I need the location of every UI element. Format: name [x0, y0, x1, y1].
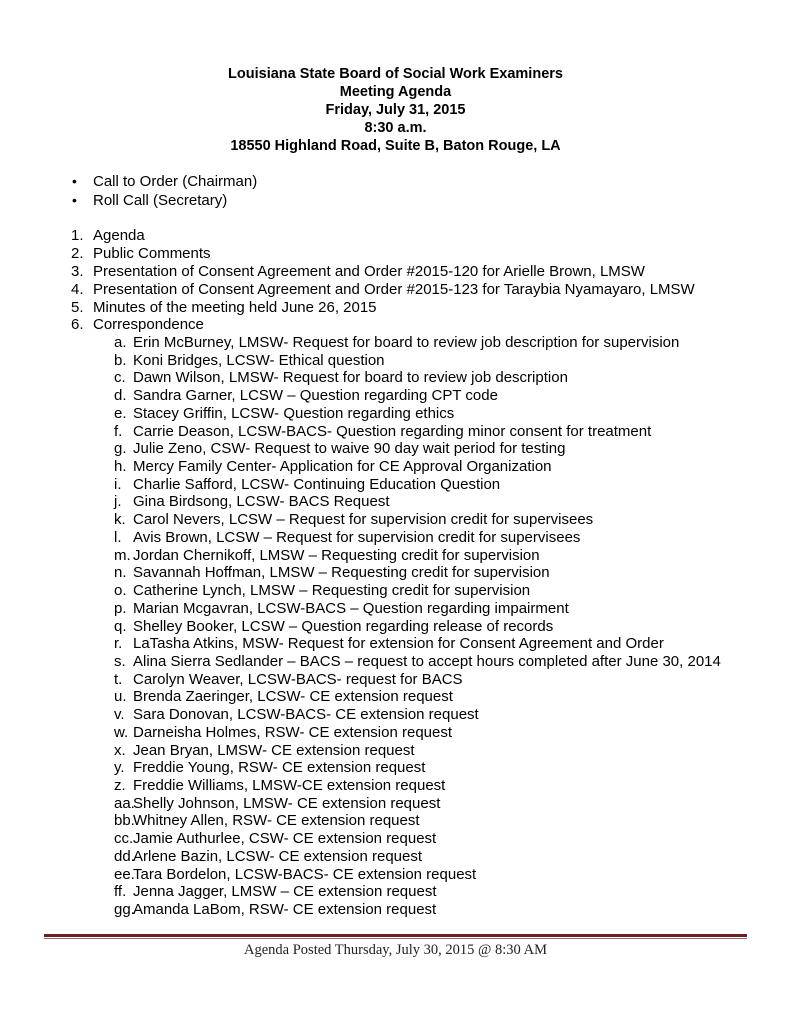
agenda-item-number: 2.: [71, 244, 84, 262]
correspondence-text: Freddie Williams, LMSW-CE extension request: [133, 776, 446, 794]
agenda-item-number: 5.: [71, 298, 84, 316]
correspondence-item: [0, 901, 791, 919]
correspondence-text: Freddie Young, RSW- CE extension request: [133, 759, 426, 777]
correspondence-letter: o.: [114, 582, 127, 600]
correspondence-letter: m.: [114, 546, 131, 564]
meeting-address: 18550 Highland Road, Suite B, Baton Rouge, LA: [230, 138, 561, 154]
correspondence-text: Amanda LaBom, RSW- CE extension request: [133, 901, 437, 918]
correspondence-text: Alina Sierra Sedlander – BACS – request to accept hours completed after June 30, 2014: [133, 652, 721, 670]
correspondence-letter: a.: [114, 334, 127, 351]
bullet-item: [0, 172, 791, 191]
agenda-item-text: Presentation of Consent Agreement and Order #2015-123 for Taraybia Nyamayaro, LMSW: [93, 280, 695, 298]
agenda-item: [0, 245, 791, 263]
footer-rule: [44, 934, 747, 937]
correspondence-text: Whitney Allen, RSW- CE extension request: [133, 812, 420, 830]
correspondence-text: Shelley Booker, LCSW – Question regarding release of records: [133, 617, 554, 635]
correspondence-letter: k.: [114, 511, 126, 529]
correspondence-item: [0, 476, 791, 494]
footer-rule-thin: [44, 938, 747, 939]
organization-name: Louisiana State Board of Social Work Examiners: [228, 66, 563, 82]
correspondence-item: [0, 405, 791, 423]
correspondence-item: [0, 812, 791, 830]
correspondence-text: Jamie Authurlee, CSW- CE extension request: [133, 830, 437, 848]
correspondence-item: [0, 582, 791, 600]
correspondence-text: Carolyn Weaver, LCSW-BACS- request for BACS: [133, 670, 463, 688]
correspondence-letter: t.: [114, 670, 123, 688]
bullet-icon: •: [72, 192, 77, 208]
correspondence-item: [0, 440, 791, 458]
correspondence-text: Dawn Wilson, LMSW- Request for board to review job description: [133, 369, 568, 387]
correspondence-text: Savannah Hoffman, LMSW – Requesting credit for supervision: [133, 564, 550, 582]
agenda-item-number: 3.: [71, 262, 84, 280]
bullet-text: Call to Order (Chairman): [93, 173, 258, 190]
agenda-item-text: Agenda: [93, 227, 145, 244]
agenda-item-number: 4.: [71, 280, 84, 298]
correspondence-item: [0, 795, 791, 813]
correspondence-text: Marian Mcgavran, LCSW-BACS – Question regarding impairment: [133, 599, 569, 617]
correspondence-letter: s.: [114, 652, 126, 670]
correspondence-letter: j.: [114, 493, 122, 511]
correspondence-text: Mercy Family Center- Application for CE Approval Organization: [133, 458, 552, 476]
correspondence-item: [0, 777, 791, 795]
agenda-item-text: Public Comments: [93, 244, 211, 262]
correspondence-text: Sandra Garner, LCSW – Question regarding CPT code: [133, 387, 498, 405]
agenda-item: [0, 316, 791, 334]
correspondence-item: [0, 458, 791, 476]
correspondence-item: [0, 387, 791, 405]
correspondence-text: Brenda Zaeringer, LCSW- CE extension request: [133, 688, 453, 706]
correspondence-item: [0, 547, 791, 565]
correspondence-text: Carrie Deason, LCSW-BACS- Question regarding minor consent for treatment: [133, 422, 652, 440]
correspondence-letter: dd.: [114, 847, 135, 865]
correspondence-item: [0, 423, 791, 441]
correspondence-letter: v.: [114, 706, 125, 724]
correspondence-text: Tara Bordelon, LCSW-BACS- CE extension request: [133, 865, 477, 883]
agenda-item-text: Minutes of the meeting held June 26, 2015: [93, 298, 377, 316]
meeting-time: 8:30 a.m.: [364, 120, 427, 136]
correspondence-letter: q.: [114, 617, 127, 635]
correspondence-letter: d.: [114, 387, 127, 405]
correspondence-text: Gina Birdsong, LCSW- BACS Request: [133, 493, 390, 511]
correspondence-letter: ff.: [114, 883, 127, 901]
correspondence-letter: aa.: [114, 794, 135, 812]
correspondence-text: Stacey Griffin, LCSW- Question regarding ethics: [133, 404, 455, 422]
agenda-item-text: Correspondence: [93, 316, 204, 334]
correspondence-item: [0, 848, 791, 866]
bullet-item: [0, 191, 791, 210]
correspondence-item: [0, 724, 791, 742]
correspondence-item: [0, 883, 791, 901]
correspondence-letter: x.: [114, 741, 126, 759]
posted-notice: Agenda Posted Thursday, July 30, 2015 @ 8:30 AM: [244, 942, 547, 958]
correspondence-item: [0, 706, 791, 724]
correspondence-letter: l.: [114, 528, 122, 546]
correspondence-letter: p.: [114, 599, 127, 617]
correspondence-letter: r.: [114, 635, 123, 653]
correspondence-text: Shelly Johnson, LMSW- CE extension request: [133, 794, 441, 812]
bullet-icon: •: [72, 173, 77, 189]
correspondence-item: [0, 564, 791, 582]
correspondence-text: Jean Bryan, LMSW- CE extension request: [133, 741, 415, 759]
agenda-item: [0, 263, 791, 281]
correspondence-text: Koni Bridges, LCSW- Ethical question: [133, 351, 385, 369]
correspondence-item: [0, 352, 791, 370]
correspondence-text: Darneisha Holmes, RSW- CE extension request: [133, 723, 453, 741]
correspondence-item: [0, 671, 791, 689]
correspondence-text: Jenna Jagger, LMSW – CE extension request: [133, 883, 437, 901]
correspondence-text: Erin McBurney, LMSW- Request for board to review job description for supervision: [133, 334, 680, 351]
correspondence-item: [0, 600, 791, 618]
correspondence-letter: g.: [114, 440, 127, 458]
agenda-item: [0, 227, 791, 245]
correspondence-text: LaTasha Atkins, MSW- Request for extension for Consent Agreement and Order: [133, 635, 664, 653]
correspondence-item: [0, 334, 791, 352]
correspondence-item: [0, 742, 791, 760]
correspondence-text: Charlie Safford, LCSW- Continuing Education Question: [133, 475, 501, 493]
meeting-date: Friday, July 31, 2015: [325, 102, 466, 118]
correspondence-item: [0, 635, 791, 653]
agenda-item-number: 1.: [71, 227, 84, 244]
correspondence-item: [0, 830, 791, 848]
correspondence-text: Jordan Chernikoff, LMSW – Requesting credit for supervision: [133, 546, 540, 564]
correspondence-letter: i.: [114, 475, 122, 493]
correspondence-letter: u.: [114, 688, 127, 706]
document-title: Meeting Agenda: [339, 84, 452, 100]
document-header: [0, 65, 791, 155]
correspondence-letter: c.: [114, 369, 126, 387]
correspondence-letter: n.: [114, 564, 127, 582]
correspondence-item: [0, 618, 791, 636]
bullet-text: Roll Call (Secretary): [93, 192, 228, 209]
correspondence-item: [0, 759, 791, 777]
agenda-item: [0, 299, 791, 317]
correspondence-letter: bb.: [114, 812, 135, 830]
correspondence-text: Sara Donovan, LCSW-BACS- CE extension request: [133, 706, 479, 724]
correspondence-letter: ee.: [114, 865, 135, 883]
correspondence-list: [0, 334, 791, 919]
correspondence-item: [0, 493, 791, 511]
correspondence-letter: f.: [114, 422, 123, 440]
correspondence-item: [0, 653, 791, 671]
correspondence-text: Avis Brown, LCSW – Request for supervision credit for supervisees: [133, 528, 581, 546]
correspondence-letter: cc.: [114, 830, 134, 848]
correspondence-item: [0, 866, 791, 884]
agenda-list: [0, 227, 791, 334]
agenda-item-number: 6.: [71, 316, 84, 334]
correspondence-letter: w.: [114, 723, 129, 741]
correspondence-letter: gg.: [114, 901, 135, 918]
correspondence-item: [0, 369, 791, 387]
agenda-item-text: Presentation of Consent Agreement and Order #2015-120 for Arielle Brown, LMSW: [93, 262, 645, 280]
correspondence-letter: e.: [114, 404, 127, 422]
correspondence-text: Arlene Bazin, LCSW- CE extension request: [133, 847, 423, 865]
correspondence-text: Catherine Lynch, LMSW – Requesting credit for supervision: [133, 582, 531, 600]
correspondence-letter: y.: [114, 759, 125, 777]
agenda-item: [0, 281, 791, 299]
correspondence-text: Carol Nevers, LCSW – Request for supervision credit for supervisees: [133, 511, 594, 529]
correspondence-letter: h.: [114, 458, 127, 476]
correspondence-text: Julie Zeno, CSW- Request to waive 90 day wait period for testing: [133, 440, 566, 458]
opening-items: [0, 172, 791, 210]
correspondence-item: [0, 529, 791, 547]
correspondence-letter: z.: [114, 776, 126, 794]
correspondence-item: [0, 688, 791, 706]
correspondence-item: [0, 511, 791, 529]
correspondence-letter: b.: [114, 351, 127, 369]
